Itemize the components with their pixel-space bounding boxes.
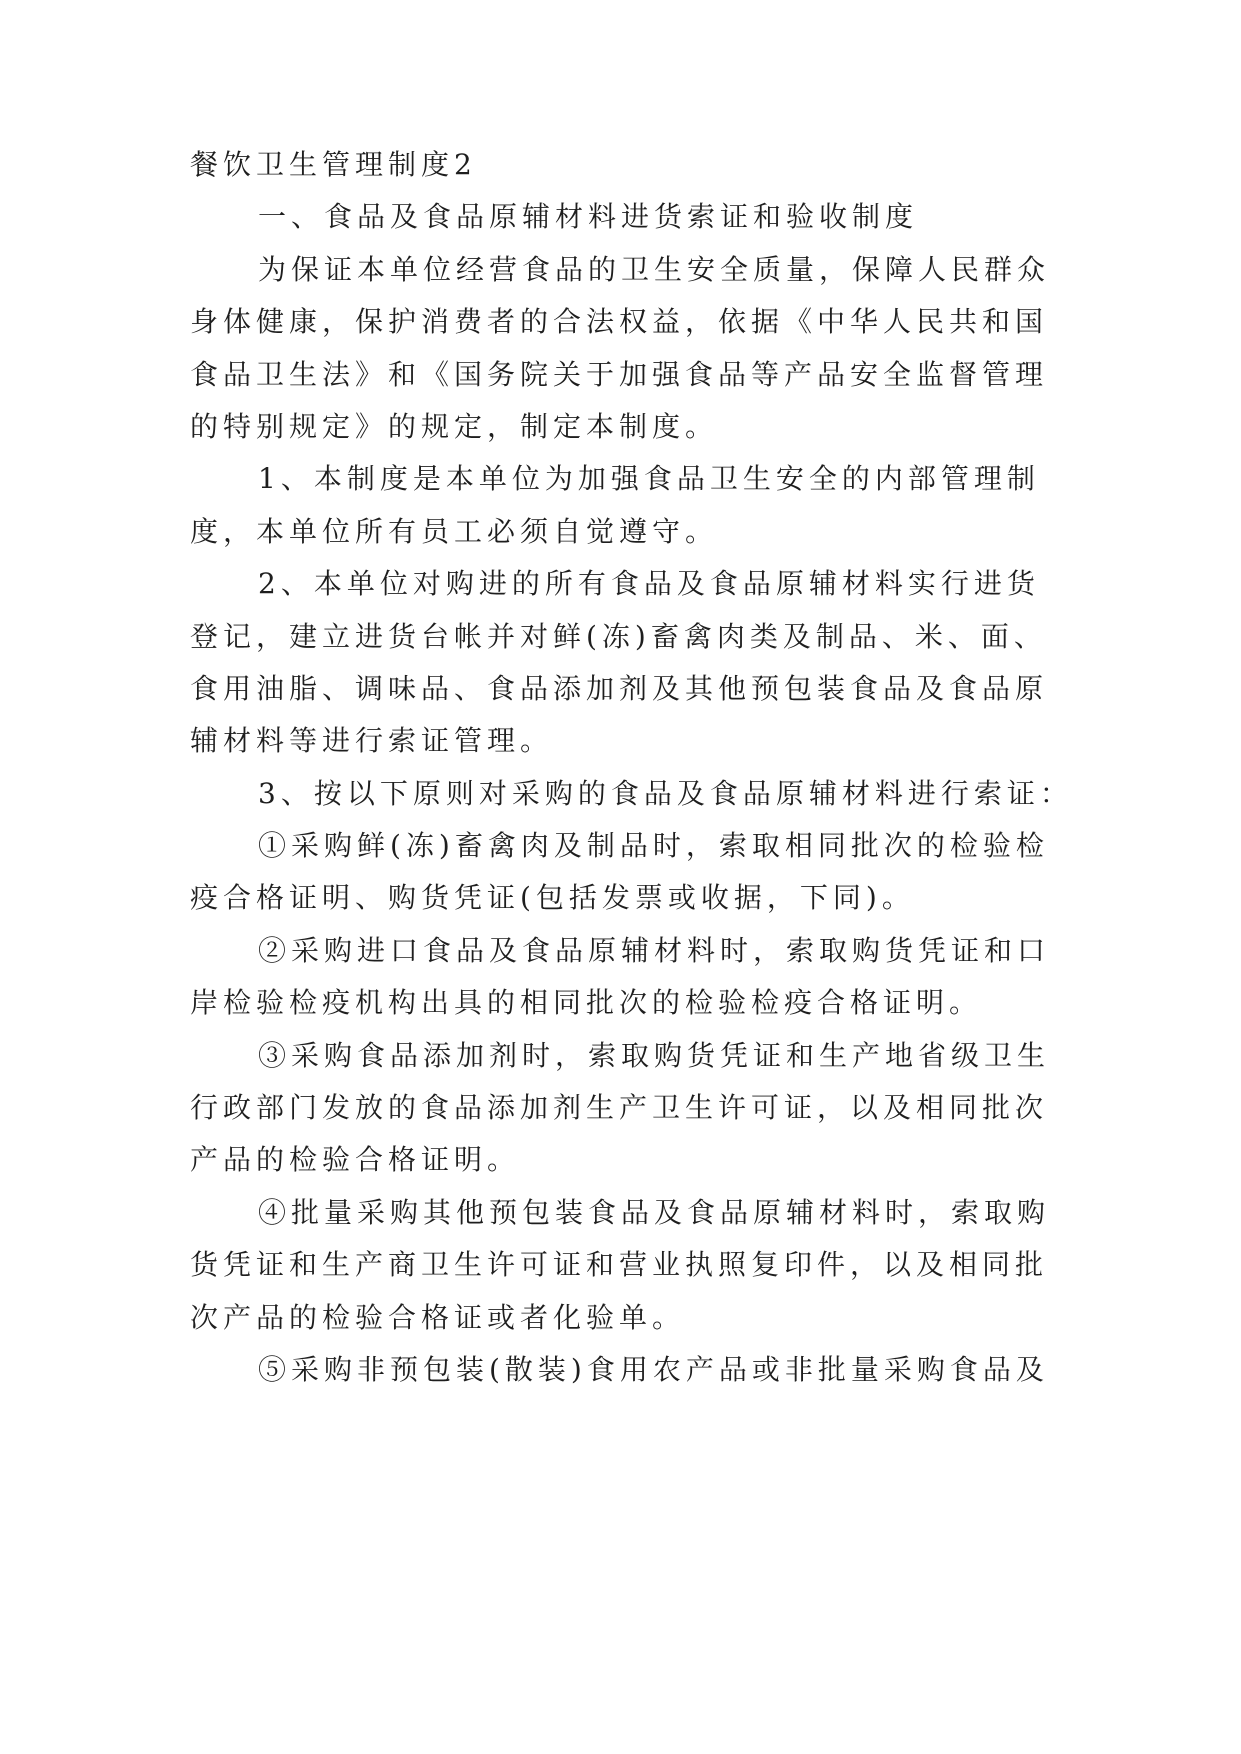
text-line: 货凭证和生产商卫生许可证和营业执照复印件，以及相同批 [190,1248,1049,1282]
text-line: 疫合格证明、购货凭证(包括发票或收据，下同)。 [190,881,915,915]
text-line: ④批量采购其他预包装食品及食品原辅材料时，索取购 [258,1195,1051,1229]
text-line: 度，本单位所有员工必须自觉遵守。 [190,514,719,548]
text-line: 岸检验检疫机构出具的相同批次的检验检疫合格证明。 [190,986,983,1020]
document-title: 餐饮卫生管理制度2 [190,148,477,181]
paragraph [190,925,1141,1030]
document-body [190,191,1141,1396]
text-line: 2、本单位对购进的所有食品及食品原辅材料实行进货 [258,567,1040,601]
paragraph [190,191,1141,243]
text-line: 身体健康，保护消费者的合法权益，依据《中华人民共和国 [190,305,1049,339]
paragraph [190,1187,1141,1344]
text-line: 辅材料等进行索证管理。 [190,724,554,758]
text-line: ②采购进口食品及食品原辅材料时，索取购货凭证和口 [258,933,1051,967]
paragraph [190,768,1141,820]
paragraph [190,453,1141,558]
text-line: 的特别规定》的规定，制定本制度。 [190,409,719,443]
paragraph [190,1030,1141,1187]
text-line: 3、按以下原则对采购的食品及食品原辅材料进行索证： [258,776,1073,810]
text-line: 食品卫生法》和《国务院关于加强食品等产品安全监督管理 [190,357,1049,391]
text-line: 食用油脂、调味品、食品添加剂及其他预包装食品及食品原 [190,671,1049,705]
paragraph [190,1344,1141,1396]
text-line: 一、食品及食品原辅材料进货索证和验收制度 [258,200,919,234]
paragraph [190,820,1141,925]
text-line: ①采购鲜(冻)畜禽肉及制品时，索取相同批次的检验检 [258,829,1049,863]
text-line: ⑤采购非预包装(散装)食用农产品或非批量采购食品及 [258,1352,1049,1386]
paragraph [190,558,1141,768]
text-line: 登记，建立进货台帐并对鲜(冻)畜禽肉类及制品、米、面、 [190,619,1047,653]
text-line: 次产品的检验合格证或者化验单。 [190,1300,686,1334]
text-line: ③采购食品添加剂时，索取购货凭证和生产地省级卫生 [258,1038,1051,1072]
text-line: 产品的检验合格证明。 [190,1143,521,1177]
paragraph [190,244,1141,454]
text-line: 行政部门发放的食品添加剂生产卫生许可证，以及相同批次 [190,1091,1049,1125]
text-line: 1、本制度是本单位为加强食品卫生安全的内部管理制 [258,462,1040,496]
text-line: 为保证本单位经营食品的卫生安全质量，保障人民群众 [258,252,1051,286]
